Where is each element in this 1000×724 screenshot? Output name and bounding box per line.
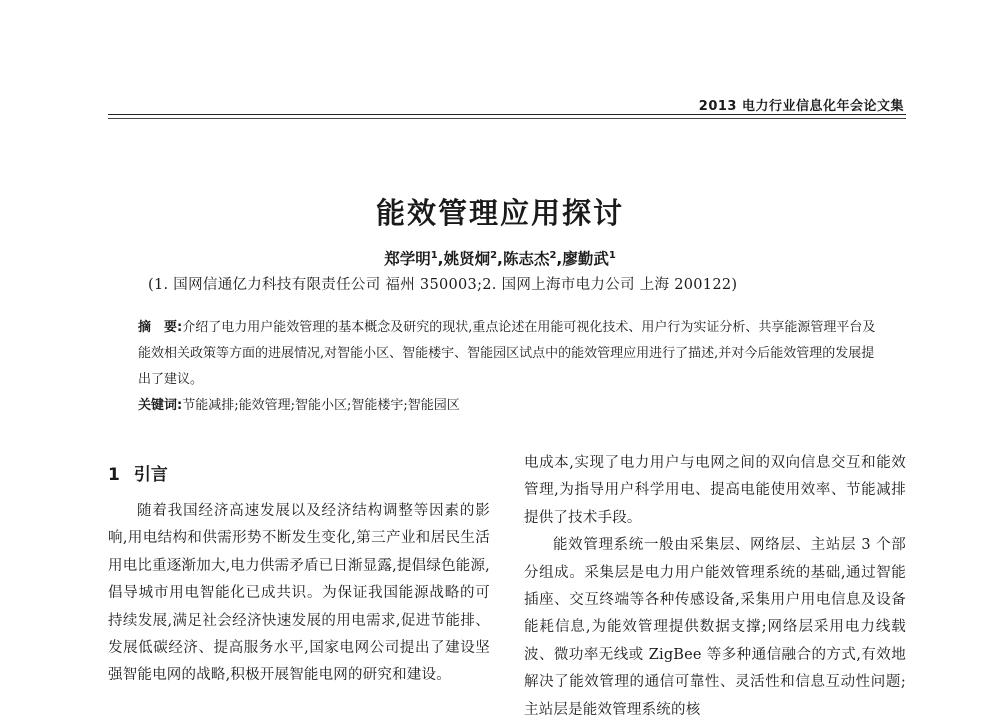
abstract-text: 介绍了电力用户能效管理的基本概念及研究的现状,重点论述在用能可视化技术、用户行为实证分析、共享能源管理平台及能效相关政策等方面的进展情况,对智能小区、智能楼宇、智能园区试点中的能效管理应用进行了描述,并对今后能效管理的发展提出了建议。 [138,320,876,387]
author-affil-mark: 1 [608,249,616,261]
body-paragraph: 随着我国经济高速发展以及经济结构调整等因素的影响,用电结构和供需形势不断发生变化,第三产业和居民生活用电比重逐渐加大,电力供需矛盾已日渐显露,提倡绿色能源,倡导城市用电智能化已成共识。为保证我国能源战略的可持续发展,满足社会经济快速发展的用电需求,促进节能排、发展低碳经济、提高服务水平,国家电网公司提出了建设坚强智能电网的战略,积极开展智能电网的研究和建设。 [108,503,490,684]
affiliation: (1. 国网信通亿力科技有限责任公司 福州 350003;2. 国网上海市电力公司 上海 200122) [148,277,738,293]
author-list: 郑学明$^1$,姚贤炯$^2$,陈志杰$^2$,廖勤武$^1$ [384,249,616,268]
abstract [138,315,878,393]
author-name: 郑学明 [384,250,431,268]
body-paragraph-continued: 电成本,实现了电力用户与电网之间的双向信息交互和能效管理,为指导用户科学用电、提高电能使用效率、节能减排提供了技术手段。 [524,455,906,526]
section-number: 1 [108,465,120,485]
section-heading [108,460,168,485]
author-name: 姚贤炯 [443,250,491,268]
author-affil-mark: 2 [490,249,498,261]
right-column [524,450,906,724]
header-rule-thin [108,118,906,119]
body-paragraph: 能效管理系统一般由采集层、网络层、主站层 3 个部分组成。采集层是电力用户能效管理系统的基础,通过智能插座、交互终端等各种传感设备,采集用户用电信息及设备能耗信息,为能效管理提供数据支撑;网络层采用电力线载波、微功率无线或 ZigBee 等多种通信融合的方式,有效地解决了能效管理的通信可靠性、灵活性和信息互动性问题;主站层是能效管理系统的核 [524,537,906,718]
author-affil-mark: 2 [549,249,557,261]
author-affil-mark: 1 [430,249,438,261]
keywords-label: 关键词: [138,398,183,413]
abstract-label: 摘 要: [138,320,183,335]
section-title: 引言 [133,465,168,485]
paper-title: 能效管理应用探讨 [375,196,624,230]
running-header: 2013 电力行业信息化年会论文集 [698,99,904,114]
abstract-block [138,315,878,419]
keywords [138,393,878,419]
keywords-text: 节能减排;能效管理;智能小区;智能楼宇;智能园区 [182,398,460,413]
header-rule [108,114,906,115]
author-name: 陈志杰 [502,250,550,268]
author-name: 廖勤武 [562,250,609,268]
left-column [108,498,490,690]
